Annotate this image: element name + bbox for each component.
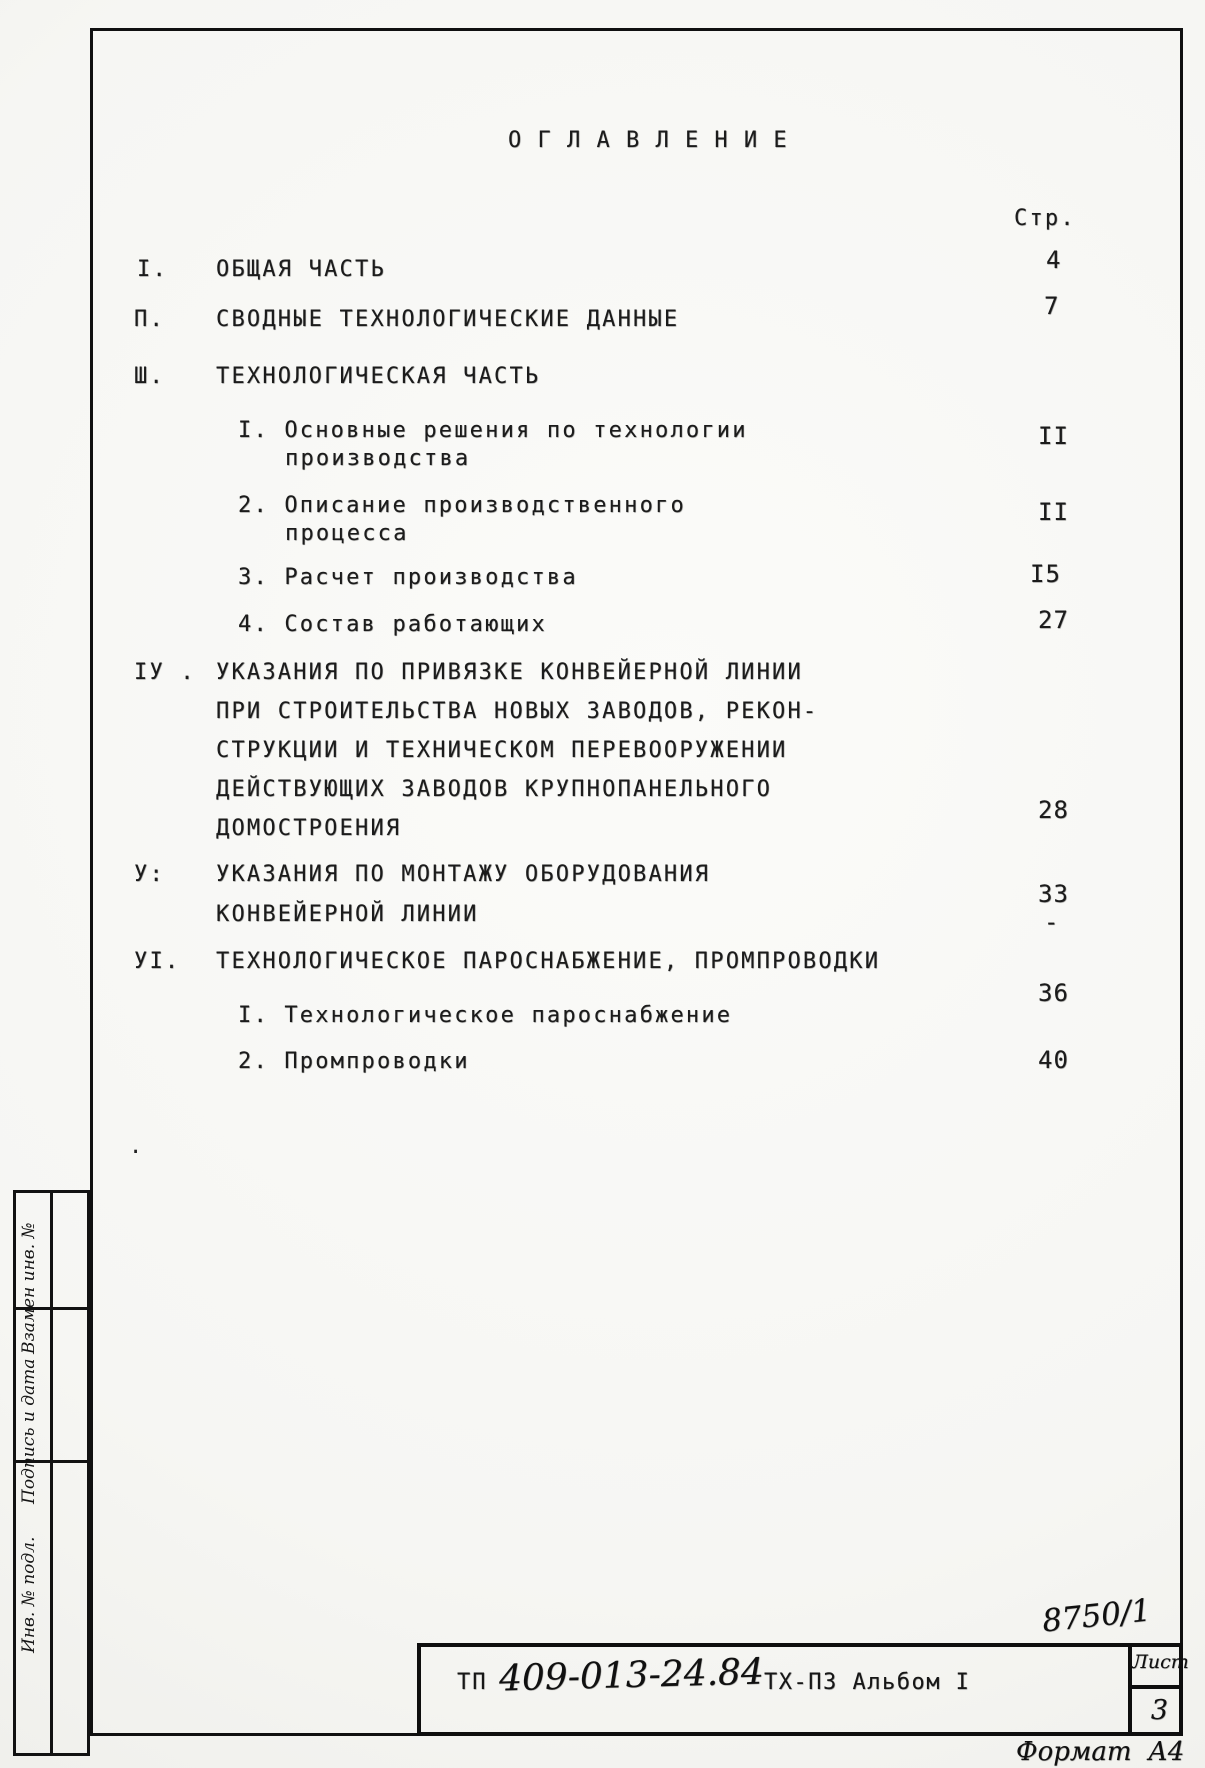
doc-number-handwritten: 409-013-24.84 (498, 1651, 765, 1700)
entry-2-page: 7 (1044, 292, 1060, 320)
entry-4-line5: ДОМОСТРОЕНИЯ (216, 816, 402, 841)
entry-6-2-line1: 2. Промпроводки (238, 1049, 470, 1074)
sidebar-cell-vzamen-label: Взамен инв. № (19, 1222, 39, 1354)
format-label: Формат А4 (1016, 1737, 1185, 1767)
entry-3-4-page: 27 (1038, 606, 1069, 634)
entry-1-title: ОБЩАЯ ЧАСТЬ (216, 257, 386, 282)
inventory-stamp-number: 8750/1 (1040, 1592, 1153, 1640)
entry-3-3-page: I5 (1030, 560, 1061, 588)
entry-2-num: П. (134, 307, 165, 332)
entry-3-2-line1: 2. Описание производственного (238, 493, 686, 518)
entry-1-num: I. (137, 257, 168, 282)
sidebar-cell-inv-label: Инв. № подл. (19, 1536, 39, 1653)
entry-3-4-line1: 4. Состав работающих (238, 612, 547, 637)
entry-5-num: У: (134, 862, 165, 887)
sidebar-cell-podpis-label: Подпись и дата (19, 1358, 39, 1504)
entry-3-1-page: II (1038, 422, 1069, 450)
entry-3-2-line2: процесса (285, 521, 409, 546)
stray-dot: · (129, 1140, 143, 1165)
entry-6-num: УI. (134, 949, 181, 974)
entry-5-line2: КОНВЕЙЕРНОЙ ЛИНИИ (216, 902, 479, 927)
entry-5-line1: УКАЗАНИЯ ПО МОНТАЖУ ОБОРУДОВАНИЯ (216, 862, 711, 887)
sidebar-divider-vertical (50, 1193, 53, 1753)
gost-sidebar (13, 1190, 90, 1756)
entry-4-line4: ДЕЙСТВУЮЩИХ ЗАВОДОВ КРУПНОПАНЕЛЬНОГО (216, 777, 773, 802)
entry-2-title: СВОДНЫЕ ТЕХНОЛОГИЧЕСКИЕ ДАННЫЕ (216, 307, 680, 332)
entry-6-2-page: 40 (1038, 1046, 1069, 1074)
entry-5-page: 33 (1038, 880, 1069, 908)
entry-3-title: ТЕХНОЛОГИЧЕСКАЯ ЧАСТЬ (216, 364, 541, 389)
entry-3-3-line1: 3. Расчет производства (238, 565, 578, 590)
entry-4-page: 28 (1038, 796, 1069, 824)
entry-4-line2: ПРИ СТРОИТЕЛЬСТВА НОВЫХ ЗАВОДОВ, РЕКОН- (216, 699, 819, 724)
entry-5-page-dash: - (1044, 908, 1060, 936)
title-block (417, 1643, 1189, 1736)
doc-code: ТХ-ПЗ Альбом I (764, 1670, 971, 1695)
title-block-horizontal-divider (1128, 1685, 1179, 1689)
entry-3-num: Ш. (134, 364, 165, 389)
entry-4-line3: СТРУКЦИИ И ТЕХНИЧЕСКОМ ПЕРЕВООРУЖЕНИИ (216, 738, 788, 763)
entry-3-1-line2: производства (285, 446, 471, 471)
entry-4-num: IУ . (134, 660, 196, 685)
entry-4-line1: УКАЗАНИЯ ПО ПРИВЯЗКЕ КОНВЕЙЕРНОЙ ЛИНИИ (216, 660, 803, 685)
entry-1-page: 4 (1046, 246, 1062, 274)
entry-6-title: ТЕХНОЛОГИЧЕСКОЕ ПАРОСНАБЖЕНИЕ, ПРОМПРОВОДКИ (216, 949, 881, 974)
sheet-label: Лист (1132, 1651, 1189, 1673)
entry-6-1-line1: I. Технологическое пароснабжение (238, 1003, 733, 1028)
toc-title: О Г Л А В Л Е Н И Е (508, 128, 789, 153)
entry-6-1-page: 36 (1038, 979, 1069, 1007)
page-col-header: Стр. (1014, 206, 1076, 231)
entry-3-1-line1: I. Основные решения по технологии (238, 418, 748, 443)
entry-3-2-page: II (1038, 498, 1069, 526)
sheet-number: 3 (1150, 1695, 1169, 1726)
doc-prefix: ТП (457, 1670, 488, 1695)
